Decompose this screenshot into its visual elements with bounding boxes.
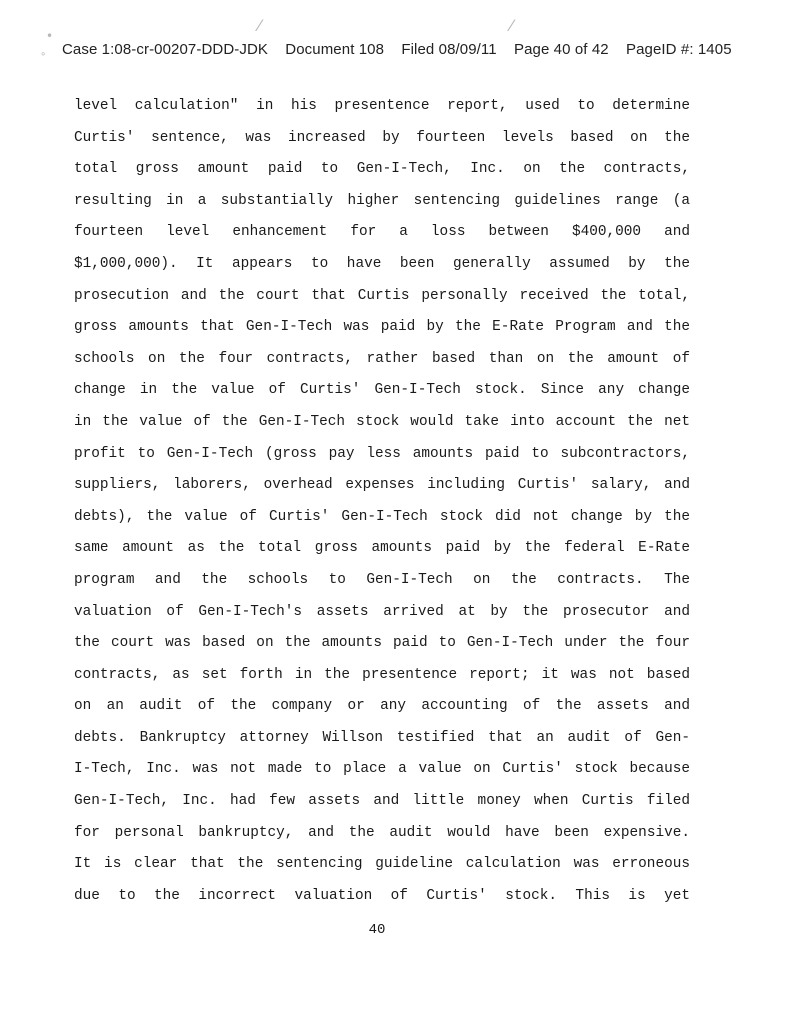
case-header	[62, 41, 762, 58]
text-line: $1,000,000). It appears to have been generally assumed by the	[74, 255, 690, 272]
scan-mark: ∘	[40, 49, 47, 60]
page-id: PageID #: 1405	[625, 41, 732, 58]
text-line: fourteen level enhancement for a loss between $400,000 and	[74, 224, 690, 241]
body-text	[74, 91, 690, 912]
text-line: resulting in a substantially higher sentencing guidelines range (a	[74, 192, 690, 209]
text-line: debts. Bankruptcy attorney Willson testified that an audit of Gen-	[74, 729, 690, 746]
scan-mark: ⁄	[258, 16, 261, 35]
text-line: for personal bankruptcy, and the audit would have been expensive.	[74, 824, 690, 841]
text-line: valuation of Gen-I-Tech's assets arrived at by the prosecutor and	[74, 603, 690, 620]
text-line: schools on the four contracts, rather based than on the amount of	[74, 350, 690, 367]
text-line: Gen-I-Tech, Inc. had few assets and little money when Curtis filed	[74, 793, 690, 810]
text-line: same amount as the total gross amounts paid by the federal E-Rate	[74, 540, 690, 557]
text-line: contracts, as set forth in the presentence report; it was not based	[74, 666, 690, 683]
text-line: change in the value of Curtis' Gen-I-Tech stock. Since any change	[74, 382, 690, 399]
text-line: in the value of the Gen-I-Tech stock would take into account the net	[74, 413, 690, 430]
text-line: total gross amount paid to Gen-I-Tech, Inc. on the contracts,	[74, 161, 690, 178]
text-line: level calculation" in his presentence report, used to determine	[74, 98, 690, 114]
page-count: Page 40 of 42	[513, 41, 609, 58]
text-line: on an audit of the company or any accounting of the assets and	[74, 698, 690, 715]
case-number: Case 1:08-cr-00207-DDD-JDK	[62, 41, 269, 58]
text-line: I-Tech, Inc. was not made to place a value on Curtis' stock because	[74, 761, 690, 778]
text-line: due to the incorrect valuation of Curtis' stock. This is yet	[74, 887, 690, 904]
text-line: gross amounts that Gen-I-Tech was paid by the E-Rate Program and the	[74, 319, 690, 336]
text-line: suppliers, laborers, overhead expenses including Curtis' salary, and	[74, 477, 690, 494]
text-line: the court was based on the amounts paid to Gen-I-Tech under the four	[74, 635, 690, 652]
text-line: debts), the value of Curtis' Gen-I-Tech stock did not change by the	[74, 508, 690, 525]
document-number: Document 108	[285, 41, 385, 58]
text-line: profit to Gen-I-Tech (gross pay less amounts paid to subcontractors,	[74, 445, 690, 462]
scan-mark: ⁄	[510, 16, 513, 35]
filed-date: Filed 08/09/11	[401, 41, 497, 58]
text-line: It is clear that the sentencing guideline calculation was erroneous	[74, 856, 690, 873]
page-number: 40	[368, 922, 386, 938]
text-line: Curtis' sentence, was increased by fourteen levels based on the	[74, 129, 690, 146]
text-line: prosecution and the court that Curtis personally received the total,	[74, 287, 690, 304]
text-line: program and the schools to Gen-I-Tech on the contracts. The	[74, 571, 690, 588]
scan-mark: •	[46, 29, 54, 43]
